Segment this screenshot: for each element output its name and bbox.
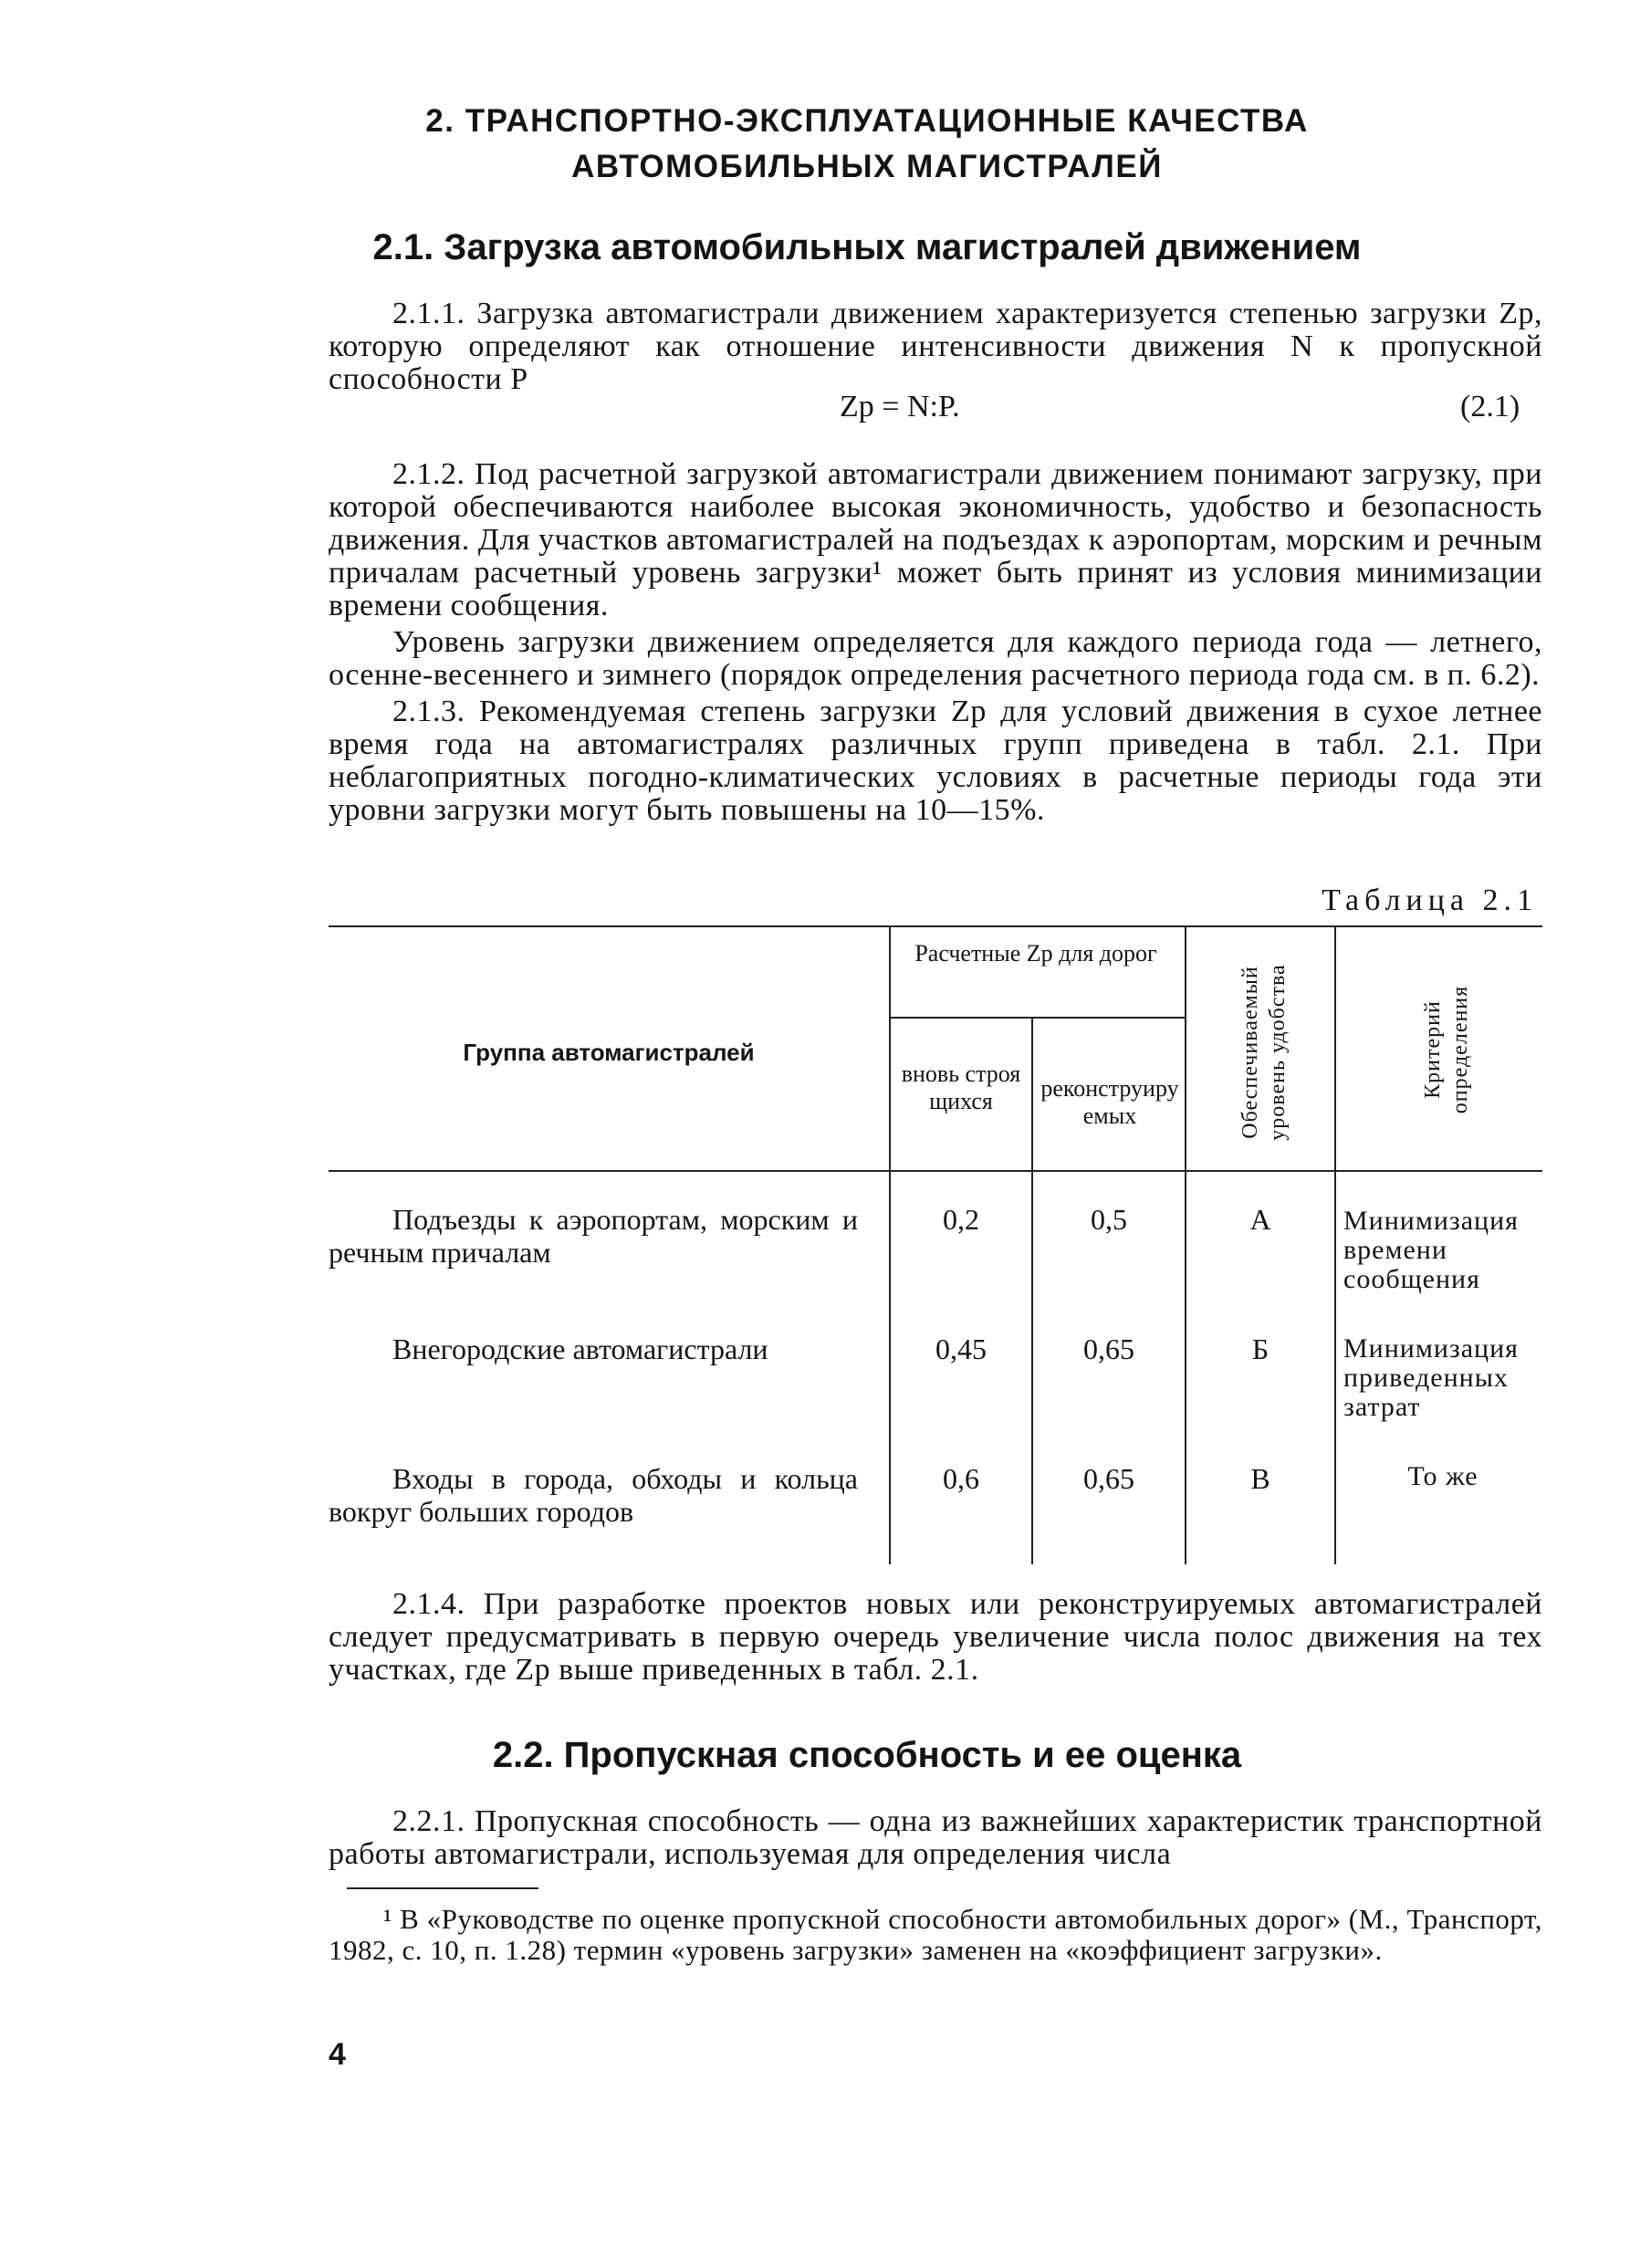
table-top-rule (329, 925, 1542, 927)
page-number: 4 (329, 2037, 346, 2072)
row-3-new: 0,6 (943, 1462, 979, 1495)
chapter-title-line-2: АВТОМОБИЛЬНЫХ МАГИСТРАЛЕЙ (571, 149, 1163, 184)
table-2-1 (329, 925, 1542, 1564)
paragraph-2-2-1 (329, 1805, 1542, 1871)
paragraph-text: 2.2.1. Пропускная способность — одна из важнейших характеристик транспортной работы автомагистрали, используемая для определения числа (329, 1804, 1542, 1871)
header-criterion: Критерий определения (1421, 985, 1472, 1114)
table-col-rule (1334, 925, 1336, 1564)
row-3-criterion: То же (1407, 1461, 1478, 1491)
header-new: вновь строящихся (901, 1061, 1021, 1114)
header-reconstructed: реконструируемых (1040, 1075, 1179, 1129)
formula-number: (2.1) (1460, 390, 1520, 423)
row-3-group: Входы в города, обходы и кольца вокруг больших городов (329, 1462, 858, 1528)
footnote (329, 1904, 1542, 1966)
footnote-text: ¹ В «Руководстве по оценке пропускной способности автомобильных дорог» (М., Транспорт, 1982, с. 10, п. 1.28) термин «уровень загрузки» заменен на «коэффициент загрузки». (329, 1903, 1542, 1966)
row-1-new: 0,2 (943, 1203, 979, 1236)
row-3-comfort: В (1250, 1462, 1270, 1495)
table-label: Таблица 2.1 (1322, 883, 1538, 917)
row-1-group: Подъезды к аэропортам, морским и речным причалам (329, 1203, 858, 1269)
chapter-title (329, 99, 1405, 190)
row-2-comfort: Б (1251, 1333, 1270, 1365)
footnote-rule (347, 1887, 538, 1889)
section-title-2-1: 2.1. Загрузка автомобильных магистралей движением (372, 227, 1362, 267)
row-1-criterion: Минимизация времени сообщения (1343, 1206, 1519, 1294)
table-subheader-rule (891, 1017, 1185, 1019)
row-1-comfort: А (1249, 1203, 1271, 1236)
row-2-reconstructed: 0,65 (1083, 1333, 1134, 1365)
header-comfort: Обеспечиваемый уровень удобства (1238, 964, 1290, 1141)
row-1-reconstructed: 0,5 (1091, 1203, 1127, 1236)
formula-2-1: Zp = N:P. (840, 390, 960, 423)
row-2-new: 0,45 (935, 1333, 987, 1365)
paragraph-2-1-2: 2.1.2. Под расчетной загрузкой автомагистрали движением понимают загрузку, при которой обеспечиваются наиболее высокая экономичность, удобство и безопасность движения. Для участков автомагистралей на подъездах к аэропортам, морским и речным причалам расчетный уровень загрузки¹ может быть принят из условия минимизации времени сообщения. (329, 457, 1542, 622)
paragraph-2-1-1 (329, 298, 1542, 396)
row-2-criterion: Минимизация приведенных затрат (1343, 1333, 1519, 1422)
paragraphs-2-1-2-to-2-1-3 (329, 458, 1542, 827)
row-3-reconstructed: 0,65 (1083, 1462, 1134, 1495)
header-group: Группа автомагистралей (463, 1039, 755, 1066)
paragraph-text: 2.1.1. Загрузка автомагистрали движением характеризуется степенью загрузки Zp, которую определяют как отношение интенсивности движения N к пропускной способности P (329, 297, 1542, 396)
paragraph-text: 2.1.4. При разработке проектов новых или реконструируемых автомагистралей следует предусматривать в первую очередь увеличение числа полос движения на тех участках, где Zp выше приведенных в табл. 2.1. (329, 1587, 1542, 1687)
paragraph-2-1-4 (329, 1588, 1542, 1687)
chapter-title-line-1: 2. ТРАНСПОРТНО-ЭКСПЛУАТАЦИОННЫЕ КАЧЕСТВА (425, 103, 1309, 139)
header-zp: Расчетные Zp для дорог (914, 940, 1157, 967)
section-title-2-2: 2.2. Пропускная способность и ее оценка (492, 1735, 1242, 1775)
row-2-group: Внегородские автомагистрали (392, 1333, 768, 1365)
table-header-rule (329, 1170, 1542, 1172)
paragraph-loading-level: Уровень загрузки движением определяется для каждого периода года — летнего, осенне-весеннего и зимнего (порядок определения расчетного периода года см. в п. 6.2). (329, 625, 1542, 692)
paragraph-2-1-3: 2.1.3. Рекомендуемая степень загрузки Zp для условий движения в сухое летнее время года на автомагистралях различных групп приведена в табл. 2.1. При неблагоприятных погодно-климатических условиях в расчетные периоды года эти уровни загрузки могут быть повышены на 10—15%. (329, 695, 1542, 827)
